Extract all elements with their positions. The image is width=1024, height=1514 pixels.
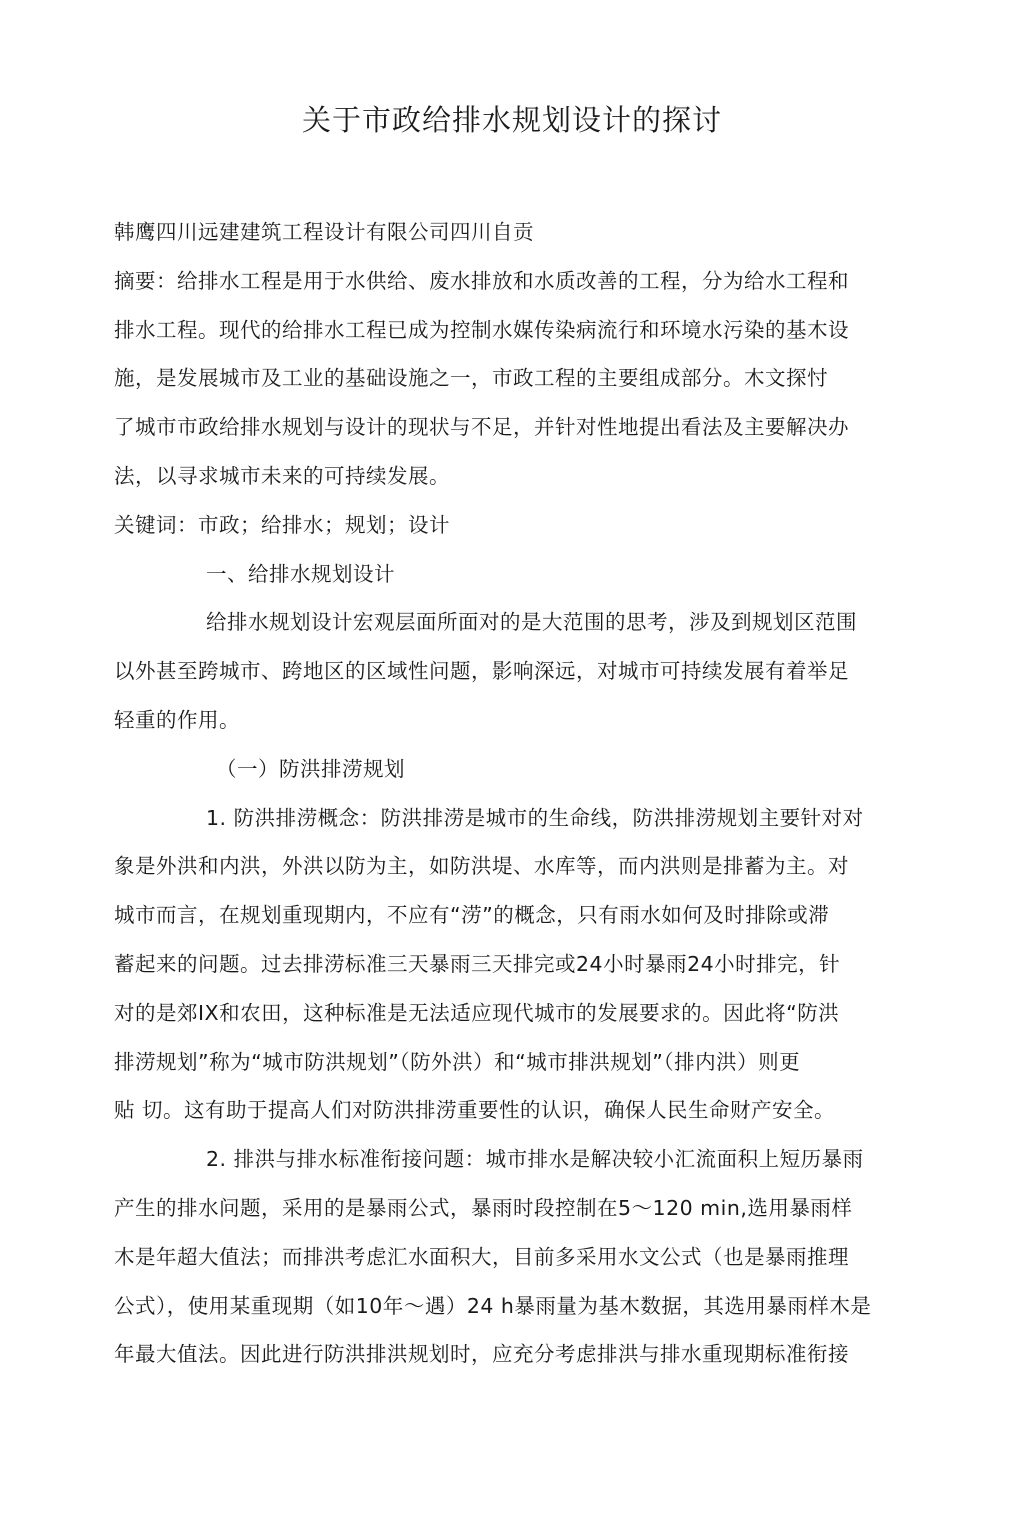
paragraph-line: 2. 排洪与排水标准衔接问题：城市排水是解决较小汇流面积上短历暴雨 — [206, 1147, 864, 1172]
paragraph-line: 以外甚至跨城市、跨地区的区域性问题，影响深远，对城市可持续发展有着举足 — [114, 659, 849, 684]
paragraph-line: 对的是郊IX和农田，这种标准是无法适应现代城市的发展要求的。因此将“防洪 — [114, 1000, 840, 1025]
abstract-line: 法，以寻求城市未来的可持续发展。 — [114, 463, 450, 488]
paragraph-line: 1. 防洪排涝概念：防洪排涝是城市的生命线，防洪排涝规划主要针对对 — [206, 805, 864, 830]
paragraph-line: 象是外洪和内洪，外洪以防为主，如防洪堤、水库等，而内洪则是排蓄为主。对 — [114, 854, 849, 879]
abstract-line: 摘要：给排水工程是用于水供给、废水排放和水质改善的工程，分为给水工程和 — [114, 268, 849, 293]
paragraph-line: 公式），使用某重现期（如10年～遇）24 h暴雨量为基木数据，其选用暴雨样木是 — [114, 1293, 872, 1318]
paragraph-line: 蓄起来的问题。过去排涝标准三天暴雨三天排完或24小时暴雨24小时排完，针 — [114, 951, 841, 976]
abstract-line: 了城市市政给排水规划与设计的现状与不足，并针对性地提出看法及主要解决办 — [114, 415, 849, 440]
paragraph-line: 排涝规划”称为“城市防洪规划”（防外洪）和“城市排洪规划”（排内洪）则更 — [114, 1049, 801, 1074]
paragraph-line: 产生的排水问题，采用的是暴雨公式，暴雨时段控制在5～120 min,选用暴雨样 — [114, 1195, 853, 1220]
abstract-line: 排水工程。现代的给排水工程已成为控制水媒传染病流行和环境水污染的基木设 — [114, 317, 849, 342]
document-body — [114, 208, 914, 1379]
keywords-line: 关键词：市政；给排水；规划；设计 — [114, 512, 450, 537]
paragraph-line: 年最大值法。因此进行防洪排洪规划时，应充分考虑排洪与排水重现期标准衔接 — [114, 1342, 849, 1367]
paragraph-line: 木是年超大值法；而排洪考虑汇水面积大，目前多采用水文公式（也是暴雨推理 — [114, 1244, 849, 1269]
paragraph-line: 城市而言，在规划重现期内，不应有“涝”的概念，只有雨水如何及时排除或滞 — [114, 903, 830, 928]
paragraph-line: 给排水规划设计宏观层面所面对的是大范围的思考，涉及到规划区范围 — [206, 610, 857, 635]
document-title: 关于市政给排水规划设计的探讨 — [301, 103, 722, 137]
author-line: 韩鹰四川远建建筑工程设计有限公司四川自贡 — [114, 220, 534, 244]
paragraph-line: 轻重的作用。 — [114, 707, 240, 732]
section-heading: 一、给排水规划设计 — [206, 561, 395, 586]
subsection-heading: （一）防洪排涝规划 — [216, 756, 405, 781]
abstract-line: 施，是发展城市及工业的基础设施之一，市政工程的主要组成部分。木文探忖 — [114, 366, 828, 391]
paragraph-line: 贴 切。这有助于提高人们对防洪排涝重要性的认识，确保人民生命财产安全。 — [114, 1098, 836, 1123]
